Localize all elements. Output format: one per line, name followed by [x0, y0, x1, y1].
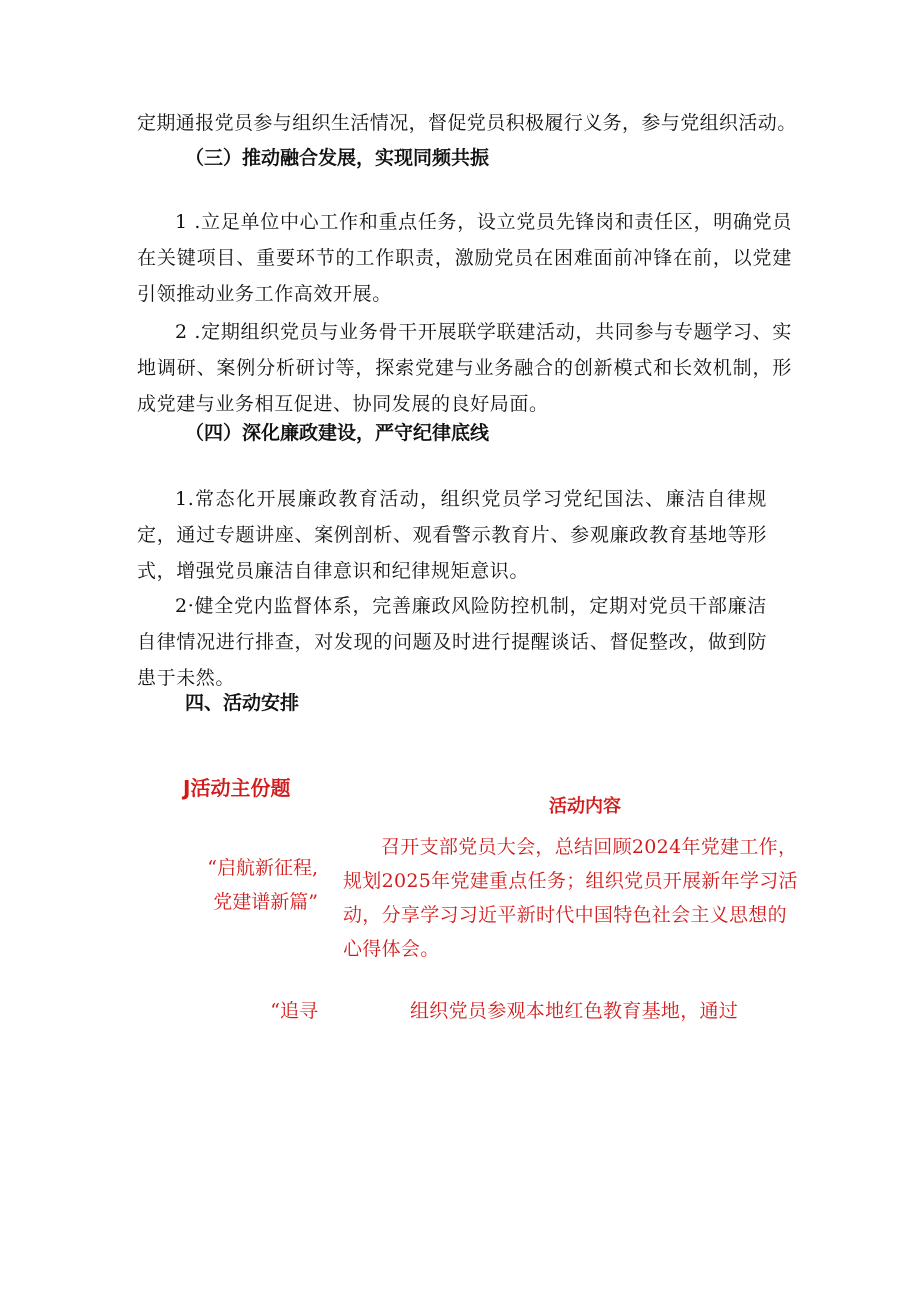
- continuation-line: 定期通报党员参与组织生活情况，督促党员积极履行义务，参与党组织活动。: [137, 112, 797, 134]
- part-heading-activity-schedule: 四、活动安排: [185, 692, 300, 714]
- section3-item-2: 2 .定期组织党员与业务骨干开展联学联建活动，共同参与专题学习、实地调研、案例分析研讨等，探索党建与业务融合的创新模式和长效机制，形成党建与业务相互促进、协同发展的良好局面。: [137, 321, 792, 415]
- table-row-1-theme: “启航新征程, 党建谱新篇”: [207, 857, 318, 913]
- table-header-theme: J活动主份题: [183, 776, 291, 800]
- section-heading-4: （四）深化廉政建设，严守纪律底线: [185, 422, 490, 444]
- section4-item-1: 1.常态化开展廉政教育活动，组织党员学习党纪国法、廉洁自律规定，通过专题讲座、案例剖析、观看警示教育片、参观廉政教育基地等形式，增强党员廉洁自律意识和纪律规矩意识。: [137, 488, 767, 582]
- section3-item-1: 1 .立足单位中心工作和重点任务，设立党员先锋岗和责任区，明确党员在关键项目、重要环节的工作职责，激励党员在困难面前冲锋在前，以党建引领推动业务工作高效开展。: [137, 211, 792, 305]
- table-header-content: 活动内容: [549, 796, 621, 817]
- table-row-2-theme: “追寻: [270, 1000, 318, 1022]
- table-row-1-content: 召开支部党员大会，总结回顾2024年党建工作，规划2025年党建重点任务；组织党员开展新年学习活动，分享学习习近平新时代中国特色社会主义思想的心得体会。: [343, 836, 798, 960]
- table-row-2-content: 组织党员参观本地红色教育基地，通过: [410, 1000, 739, 1022]
- section-heading-3: （三）推动融合发展，实现同频共振: [185, 147, 490, 169]
- section4-item-2: 2·健全党内监督体系，完善廉政风险防控机制，定期对党员干部廉洁自律情况进行排查，对发现的问题及时进行提醒谈话、督促整改，做到防患于未然。: [137, 595, 767, 689]
